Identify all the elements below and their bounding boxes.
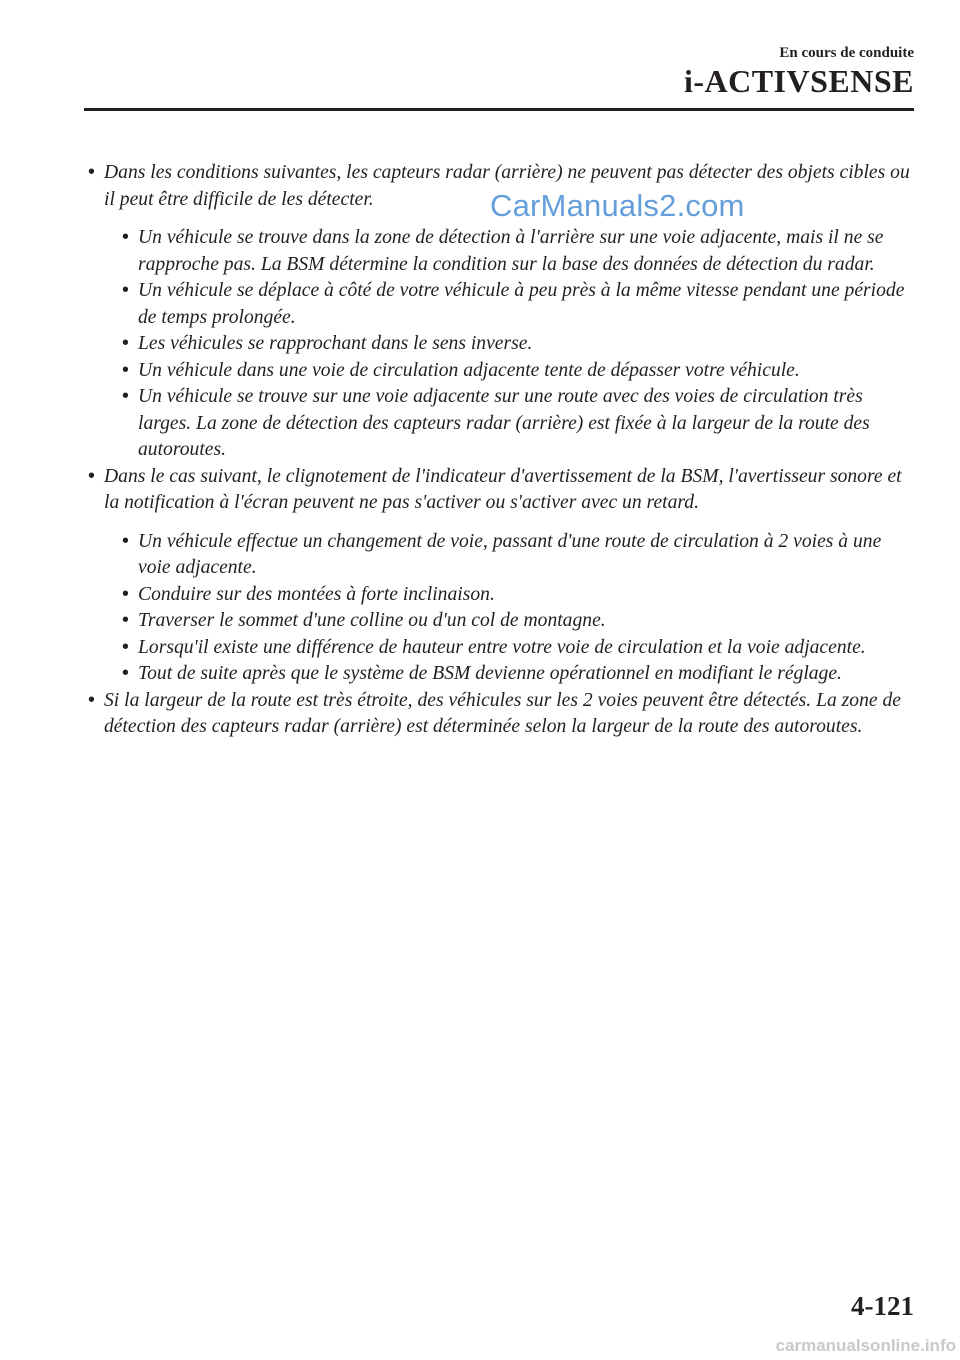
- bullet-icon: •: [122, 386, 129, 407]
- bullet-icon: •: [122, 359, 129, 381]
- bullet-icon: •: [88, 689, 95, 711]
- list-item: [88, 688, 914, 741]
- list-item-text: Si la largeur de la route est très étroite, des véhicules sur les 2 voies peuvent être détectés. La zone de détection des capteurs radar (arrière) est déterminée selon la largeur de la route des autoroutes.: [104, 689, 901, 737]
- bullet-icon: •: [122, 280, 129, 301]
- list-item: [88, 464, 914, 688]
- sub-list: [104, 225, 914, 464]
- bullet-icon: •: [122, 636, 129, 658]
- sub-list-item-text: Lorsqu'il existe une différence de hauteur entre votre voie de circulation et la voie adjacente.: [138, 636, 866, 658]
- page-number: 4-121: [851, 1291, 914, 1321]
- bullet-icon: •: [122, 610, 129, 631]
- sub-list-item-text: Un véhicule effectue un changement de voie, passant d'une route de circulation à 2 voies à une voie adjacente.: [138, 530, 882, 578]
- sub-list-item: [104, 358, 914, 385]
- sub-list-item-text: Un véhicule dans une voie de circulation adjacente tente de dépasser votre véhicule.: [138, 359, 800, 381]
- sub-list-item: [104, 582, 914, 609]
- sub-list-item: [104, 661, 914, 688]
- content-body: [88, 160, 914, 741]
- bullet-icon: •: [122, 227, 129, 248]
- list-item-text: Dans le cas suivant, le clignotement de l'indicateur d'avertissement de la BSM, l'avertisseur sonore et la notification à l'écran peuvent ne pas s'activer ou s'activer avec un retard.: [104, 465, 902, 513]
- sub-list-item: [104, 225, 914, 278]
- watermark-text: CarManuals2.com: [490, 188, 745, 223]
- list-item-text: Dans les conditions suivantes, les capteurs radar (arrière) ne peuvent pas détecter des objets cibles ou il peut être difficile de les détecter.: [104, 162, 910, 210]
- page-title: i-ACTIVSENSE: [683, 63, 914, 99]
- bullet-icon: •: [88, 162, 95, 183]
- section-heading: En cours de conduite: [779, 45, 914, 61]
- sub-list-item: [104, 529, 914, 582]
- sub-list-item-text: Un véhicule se trouve dans la zone de détection à l'arrière sur une voie adjacente, mais il ne se rapproche pas. La BSM détermine la condition sur la base des données de détection du radar.: [138, 227, 884, 275]
- sub-list-item: [104, 635, 914, 662]
- sub-list-item-text: Un véhicule se trouve sur une voie adjacente sur une route avec des voies de circulation très larges. La zone de détection des capteurs radar (arrière) est fixée à la largeur de la route des autoroutes.: [138, 386, 870, 460]
- sub-list-item-text: Tout de suite après que le système de BSM devienne opérationnel en modifiant le réglage.: [138, 663, 842, 684]
- bullet-icon: •: [122, 583, 129, 605]
- bullet-icon: •: [122, 530, 129, 552]
- footer-watermark: carmanualsonline.info: [775, 1336, 956, 1355]
- sub-list-item: [104, 331, 914, 358]
- sub-list-item: [104, 608, 914, 635]
- sub-list-item-text: Un véhicule se déplace à côté de votre véhicule à peu près à la même vitesse pendant une période de temps prolongée.: [138, 280, 905, 328]
- bullet-icon: •: [122, 333, 129, 354]
- bullet-icon: •: [88, 465, 95, 487]
- sub-list-item-text: Les véhicules se rapprochant dans le sens inverse.: [138, 333, 533, 354]
- sub-list: [104, 529, 914, 688]
- sub-list-item: [104, 278, 914, 331]
- sub-list-item-text: Conduire sur des montées à forte inclinaison.: [138, 583, 495, 605]
- sub-list-item: [104, 384, 914, 464]
- bullet-icon: •: [122, 663, 129, 684]
- header-divider: [84, 108, 914, 111]
- sub-list-item-text: Traverser le sommet d'une colline ou d'un col de montagne.: [138, 610, 606, 631]
